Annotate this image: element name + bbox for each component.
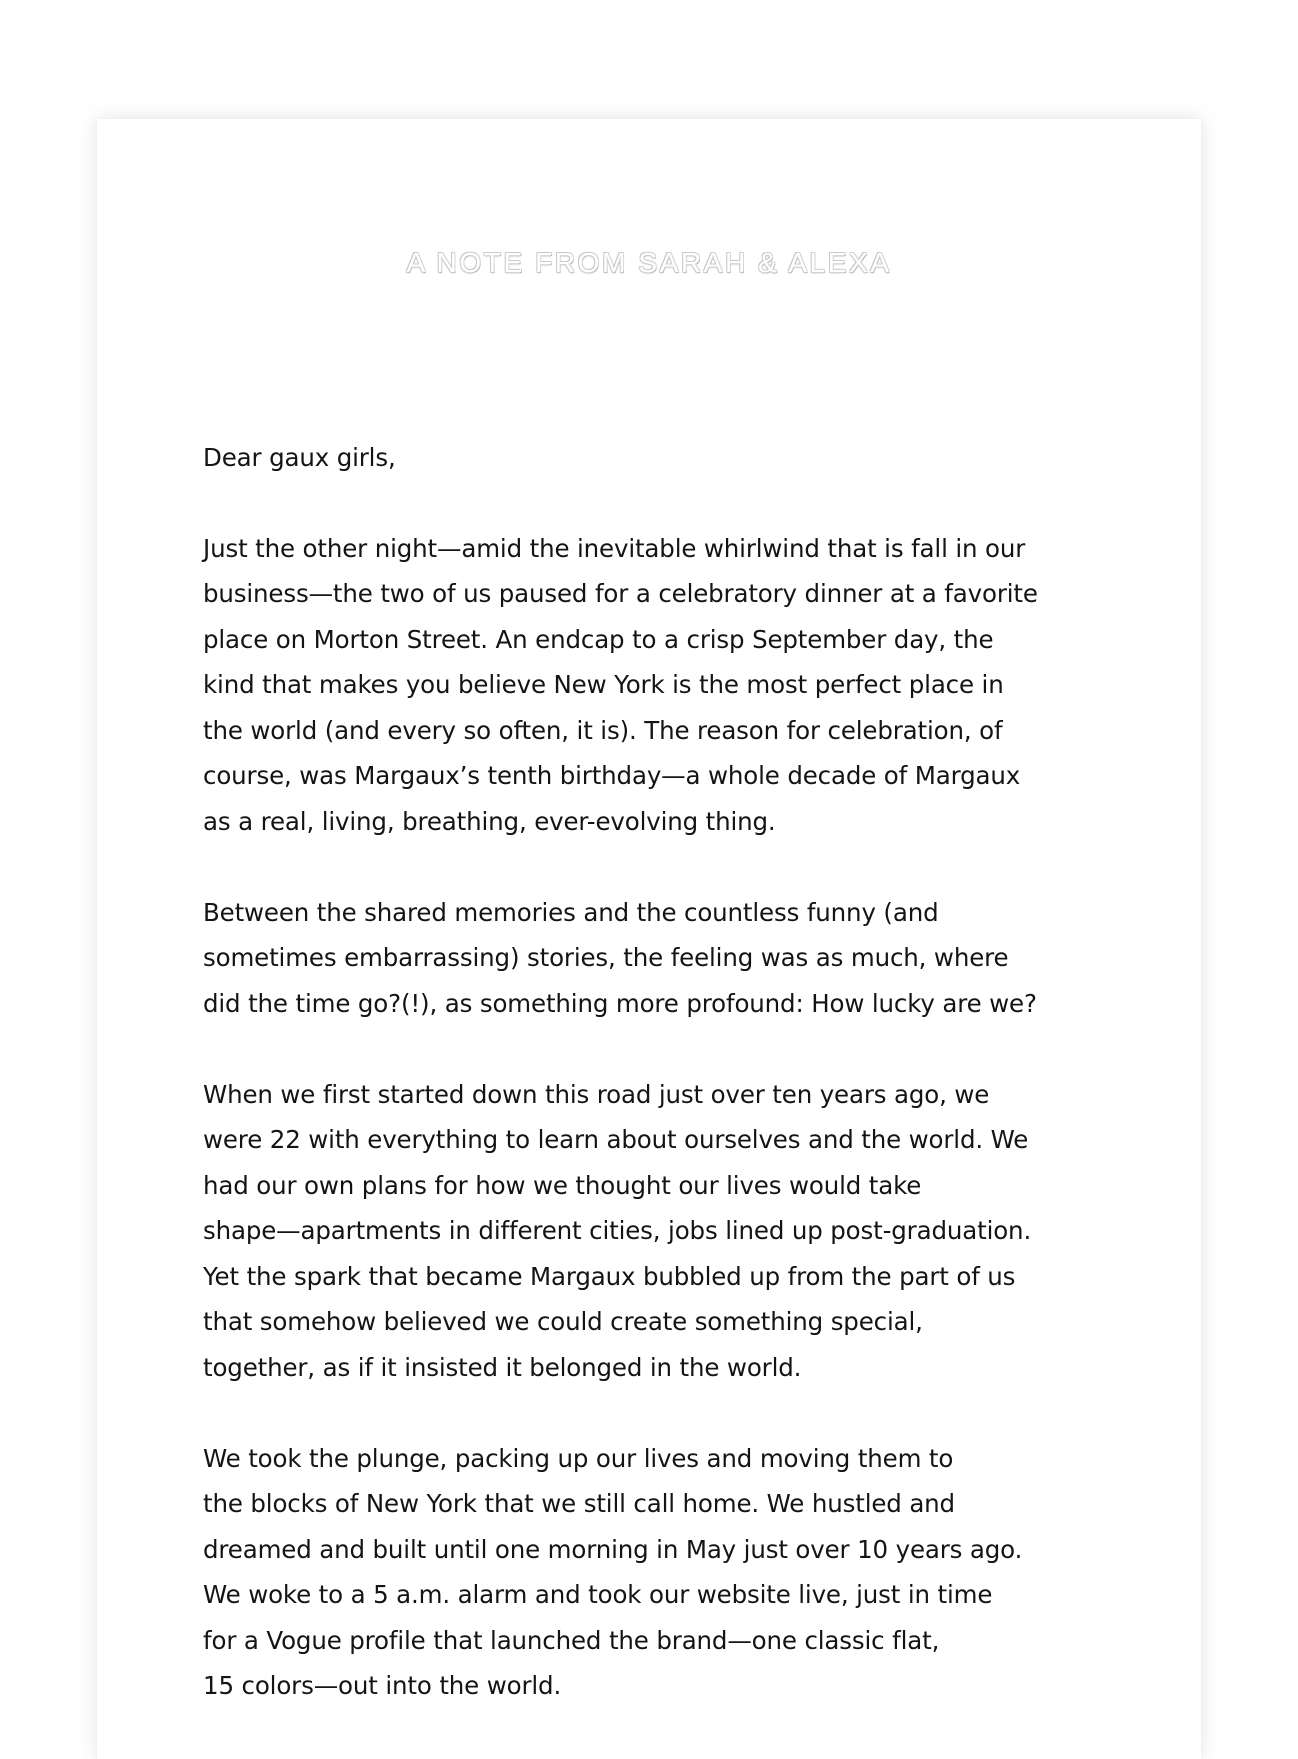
paragraph-line: When we first started down this road just over ten years ago, we	[203, 1080, 990, 1109]
paragraph-line: together, as if it insisted it belonged in the world.	[203, 1353, 802, 1382]
paragraph-line: course, was Margaux’s tenth birthday—a whole decade of Margaux	[203, 761, 1021, 790]
paragraph-line: that somehow believed we could create something special,	[203, 1307, 923, 1336]
greeting: Dear gaux girls,	[203, 443, 396, 472]
paragraph-line: Between the shared memories and the countless funny (and	[203, 898, 939, 927]
note-title: A NOTE FROM SARAH & ALEXA	[406, 247, 892, 278]
paragraph-line: shape—apartments in different cities, jobs lined up post-graduation.	[203, 1216, 1032, 1245]
paragraph-line: the world (and every so often, it is). The reason for celebration, of	[203, 716, 1003, 745]
paragraph-line: place on Morton Street. An endcap to a crisp September day, the	[203, 625, 994, 654]
paragraph-line: were 22 with everything to learn about ourselves and the world. We	[203, 1125, 1029, 1154]
paragraph-line: sometimes embarrassing) stories, the feeling was as much, where	[203, 943, 1009, 972]
letter-card	[97, 119, 1201, 1759]
paragraph-line: the blocks of New York that we still call home. We hustled and	[203, 1489, 955, 1518]
paragraph-line: Yet the spark that became Margaux bubbled up from the part of us	[203, 1262, 1016, 1291]
paragraph-line: We took the plunge, packing up our lives and moving them to	[203, 1444, 954, 1473]
paragraph-line: as a real, living, breathing, ever-evolving thing.	[203, 807, 776, 836]
paragraph-line: Just the other night—amid the inevitable whirlwind that is fall in our	[203, 534, 1026, 563]
paragraph-line: dreamed and built until one morning in May just over 10 years ago.	[203, 1535, 1023, 1564]
paragraph-line: for a Vogue profile that launched the brand—one classic flat,	[203, 1626, 940, 1655]
paragraph-line: kind that makes you believe New York is the most perfect place in	[203, 670, 1004, 699]
paragraph-line: 15 colors—out into the world.	[203, 1671, 562, 1700]
paragraph-line: had our own plans for how we thought our lives would take	[203, 1171, 922, 1200]
paragraph-line: business—the two of us paused for a celebratory dinner at a favorite	[203, 579, 1038, 608]
paragraph-line: We woke to a 5 a.m. alarm and took our website live, just in time	[203, 1580, 993, 1609]
paragraph-line: did the time go?(!), as something more profound: How lucky are we?	[203, 989, 1037, 1018]
